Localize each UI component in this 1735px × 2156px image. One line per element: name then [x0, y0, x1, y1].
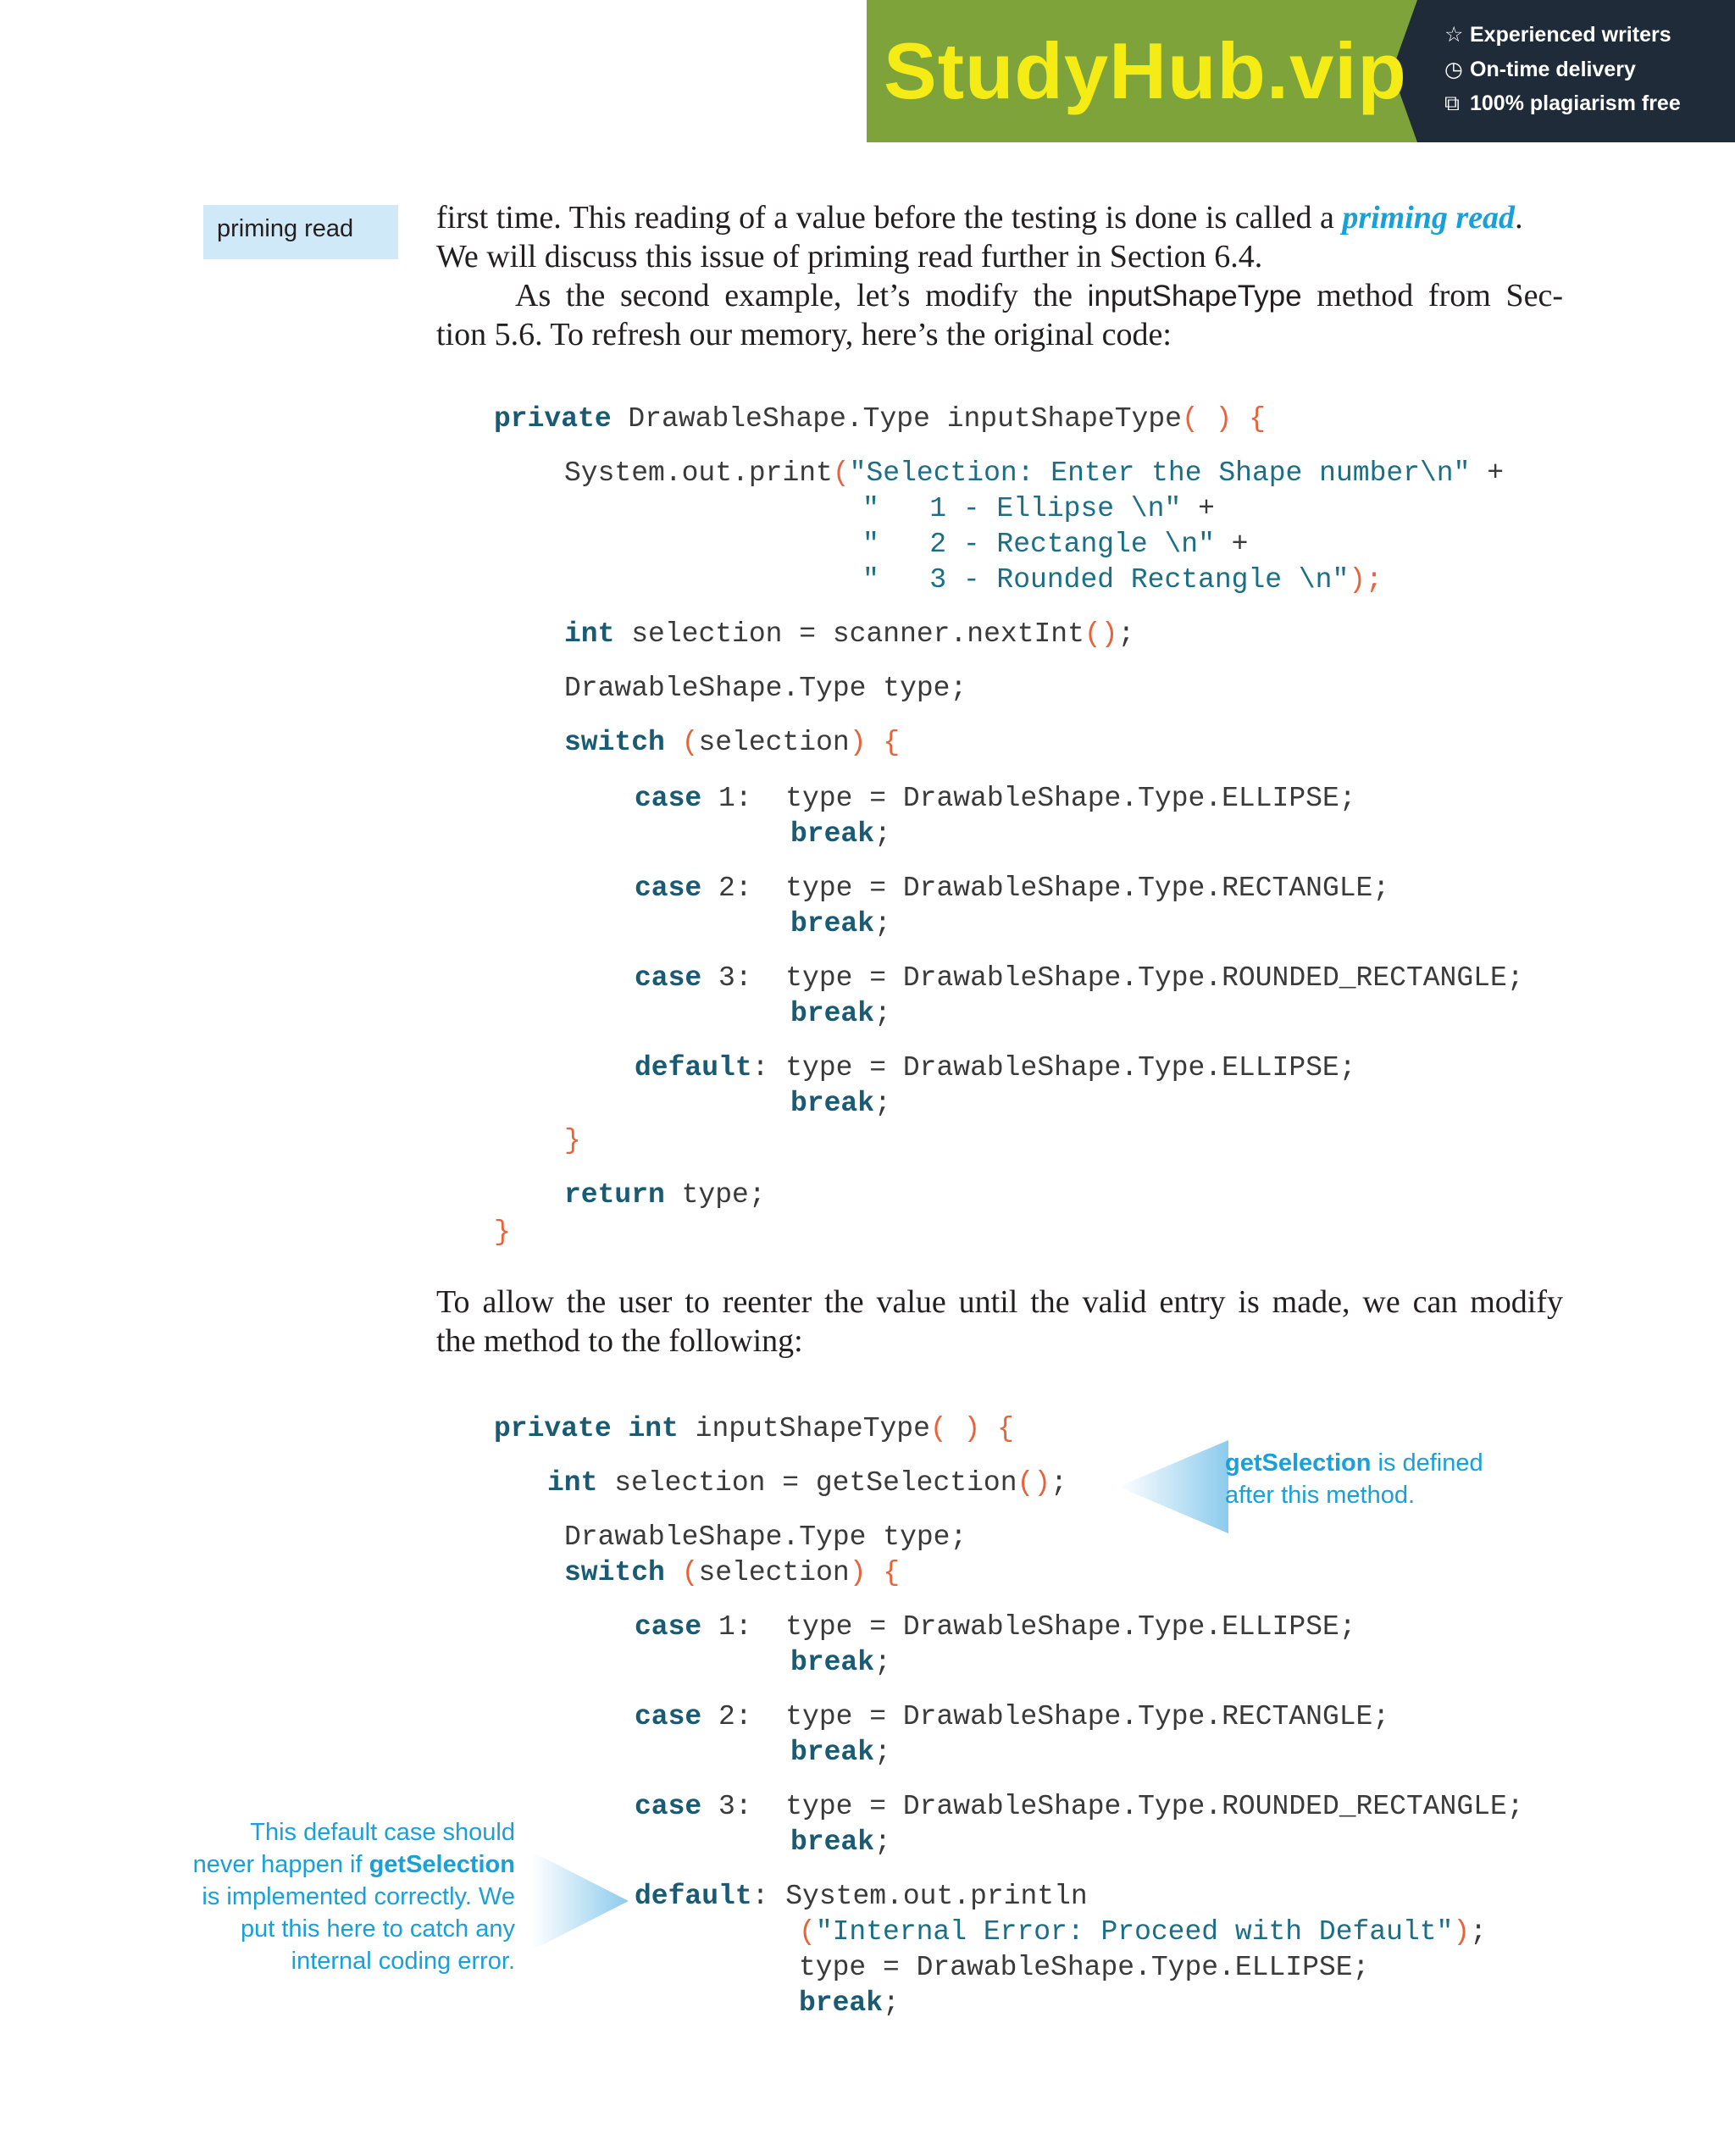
callout-arrow-getselection: [1118, 1440, 1228, 1533]
term-priming-read: priming read: [1342, 200, 1516, 236]
code1-method-close: }: [494, 1217, 511, 1248]
code2-default-assign: type = DrawableShape.Type.ELLIPSE;: [799, 1952, 1370, 1983]
paragraph-line-6: the method to the following:: [436, 1323, 803, 1359]
callout-default-case: This default case should never happen if getSelection is implemented correctly. We put this here to catch any internal coding error.: [192, 1819, 515, 1975]
code2-break-2: break;: [790, 1737, 891, 1768]
code1-case-2: case 2: type = DrawableShape.Type.RECTANGLE;: [635, 873, 1390, 904]
code2-case-2: case 2: type = DrawableShape.Type.RECTANGLE;: [635, 1701, 1390, 1732]
code1-switch-close: }: [564, 1125, 581, 1156]
clock-icon: ◷: [1444, 58, 1463, 81]
code2-default: default: System.out.println: [635, 1881, 1088, 1912]
feature-plagiarism-free: ⧉ 100% plagiarism free: [1444, 91, 1681, 115]
code1-break-2: break;: [790, 908, 891, 939]
margin-note-priming-read: priming read: [203, 205, 398, 259]
code1-return: return type;: [564, 1179, 766, 1211]
callout-arrow-default: [532, 1852, 629, 1950]
document-icon: ⧉: [1444, 91, 1460, 115]
paragraph-line-4: tion 5.6. To refresh our memory, here’s the original code:: [436, 317, 1172, 352]
code2-switch: switch (selection) {: [564, 1557, 901, 1588]
code2-selection-line: int selection = getSelection();: [547, 1467, 1067, 1499]
paragraph-line-2: We will discuss this issue of priming read further in Section 6.4.: [436, 239, 1263, 274]
brand-logo: StudyHub.vip: [884, 26, 1407, 115]
code2-case-3: case 3: type = DrawableShape.Type.ROUNDED_RECTANGLE;: [635, 1791, 1524, 1822]
code1-case-1: case 1: type = DrawableShape.Type.ELLIPSE;: [635, 783, 1356, 814]
code2-case-1: case 1: type = DrawableShape.Type.ELLIPSE;: [635, 1611, 1356, 1643]
star-icon: ☆: [1444, 23, 1464, 47]
code2-default-message: ("Internal Error: Proceed with Default");: [799, 1916, 1487, 1948]
code2-break-1: break;: [790, 1647, 891, 1678]
code1-print-line-2: " 1 - Ellipse \n" +: [862, 493, 1215, 524]
code2-break-3: break;: [790, 1826, 891, 1858]
code1-signature: private DrawableShape.Type inputShapeType( ) {: [494, 403, 1266, 435]
code1-switch: switch (selection) {: [564, 727, 901, 758]
feature-experienced-writers: ☆ Experienced writers: [1444, 23, 1671, 47]
inline-code-inputshapetype: inputShapeType: [1087, 280, 1302, 313]
code1-print-line-3: " 2 - Rectangle \n" +: [862, 529, 1249, 560]
code1-break-3: break;: [790, 998, 891, 1029]
code1-break-1: break;: [790, 818, 891, 850]
code1-declaration: DrawableShape.Type type;: [564, 673, 967, 704]
callout-getselection: getSelection is defined after this method.: [1225, 1449, 1483, 1509]
code2-signature: private int inputShapeType( ) {: [494, 1413, 1014, 1444]
code1-print-line-1: System.out.print("Selection: Enter the Shape number\n" +: [564, 457, 1505, 489]
code1-break-default: break;: [790, 1088, 891, 1119]
paragraph-line-5: To allow the user to reenter the value until the valid entry is made, we can modify: [436, 1284, 1563, 1320]
code2-declaration: DrawableShape.Type type;: [564, 1521, 967, 1553]
paragraph-line-1: first time. This reading of a value before the testing is done is called a priming read.: [436, 200, 1523, 236]
studyhub-banner[interactable]: [867, 0, 1735, 142]
code1-selection-line: int selection = scanner.nextInt();: [564, 618, 1135, 650]
code1-default: default: type = DrawableShape.Type.ELLIPSE;: [635, 1052, 1356, 1084]
code2-break-default: break;: [799, 1987, 900, 2019]
feature-on-time-delivery: ◷ On-time delivery: [1444, 58, 1636, 81]
code1-print-line-4: " 3 - Rounded Rectangle \n");: [862, 564, 1383, 596]
paragraph-line-3: As the second example, let’s modify the inputShapeType method from Sec-: [515, 278, 1563, 313]
code1-case-3: case 3: type = DrawableShape.Type.ROUNDED_RECTANGLE;: [635, 962, 1524, 994]
